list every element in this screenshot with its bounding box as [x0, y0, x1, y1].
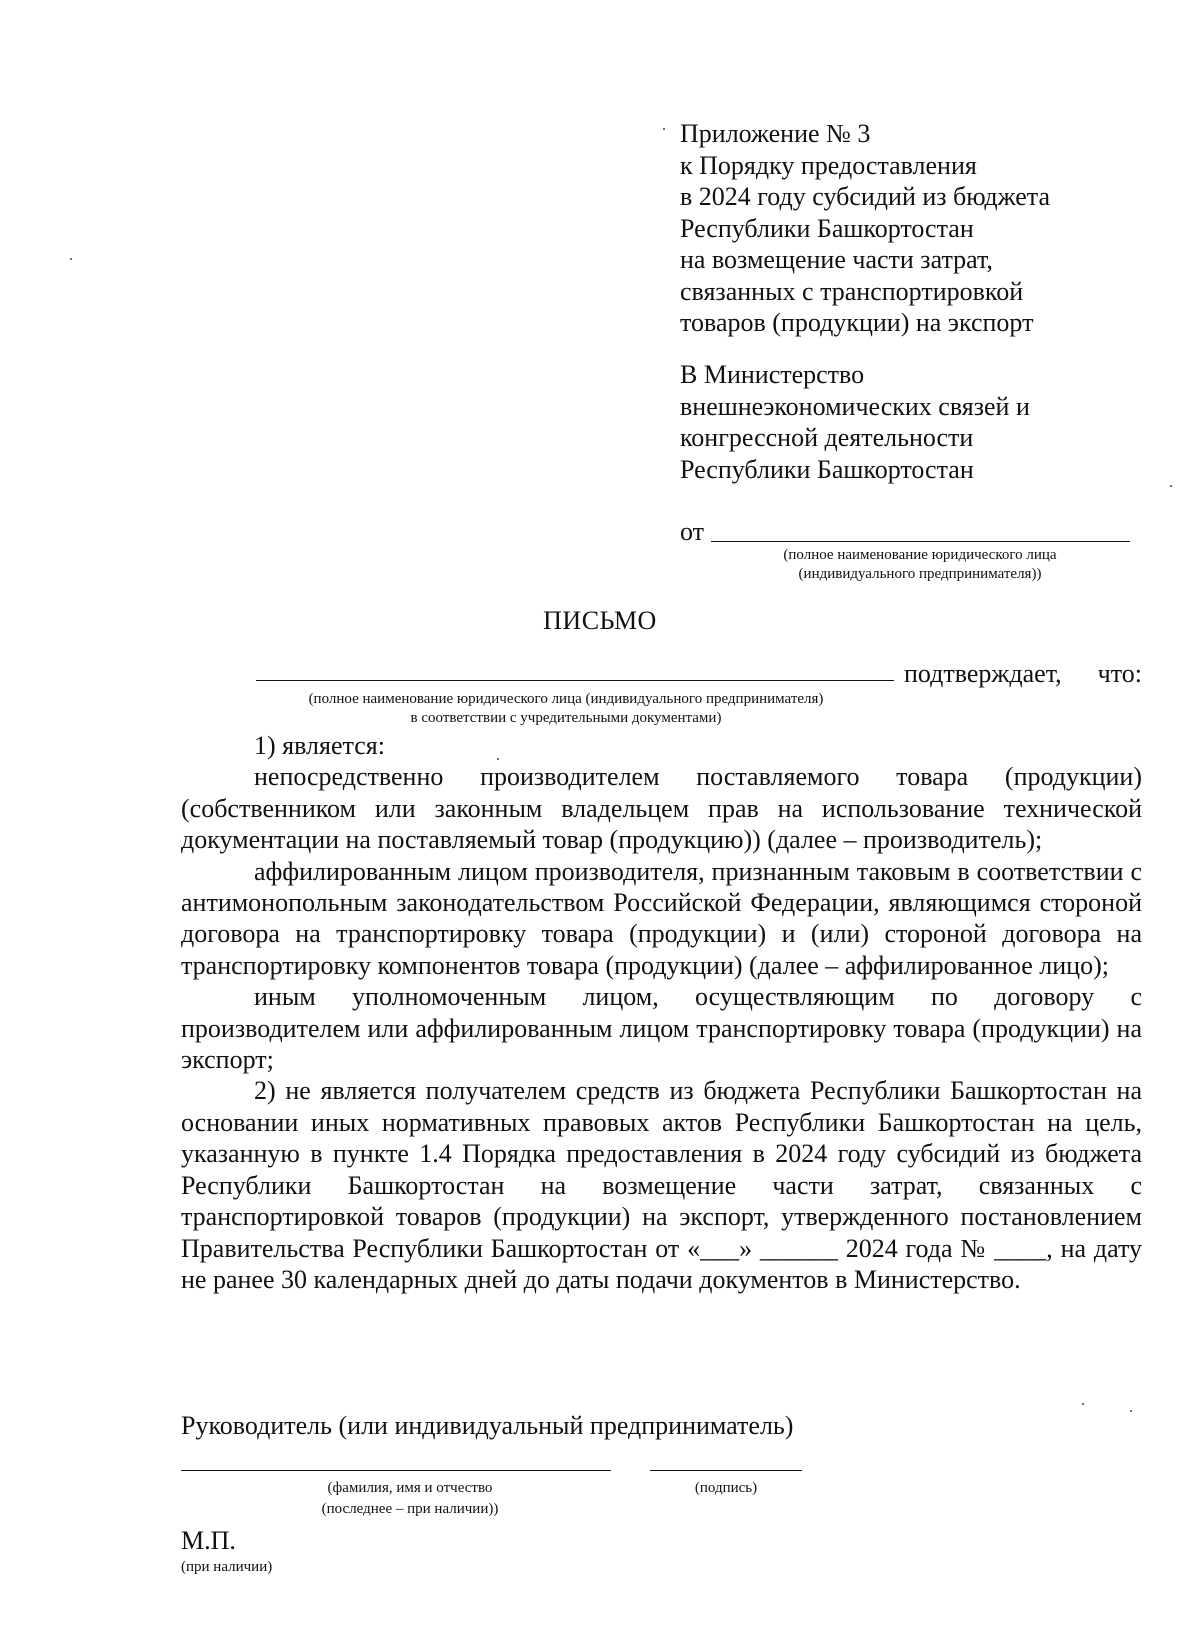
full-name-blank-line	[181, 1470, 611, 1471]
appendix-line: на возмещение части затрат,	[680, 245, 993, 274]
stamp-caption: (при наличии)	[181, 1559, 273, 1575]
sender-field	[680, 516, 1130, 550]
appendix-line: связанных с транспортировкой	[680, 276, 1024, 306]
company-caption-line: в соответствии с учредительными документами)	[410, 710, 722, 726]
scan-speck	[1170, 485, 1172, 487]
appendix-line: к Порядку предоставления	[680, 150, 977, 180]
letter-body	[181, 730, 1142, 1295]
body-paragraph: иным уполномоченным лицом, осуществляющим по договору с производителем или аффилированным лицом транспортировку товара (продукции) на экспорт;	[181, 982, 1142, 1075]
sender-caption	[710, 546, 1130, 584]
appendix-header	[680, 118, 1150, 339]
recipient-line: В Министерство	[680, 360, 865, 389]
scan-speck	[1130, 1410, 1132, 1412]
company-name-blank-line	[256, 680, 894, 681]
sender-caption-line: (полное наименование юридического лица	[783, 547, 1057, 563]
appendix-line: товаров (продукции) на экспорт	[680, 308, 1034, 337]
scan-speck	[70, 258, 72, 260]
scan-speck	[1082, 1403, 1084, 1405]
full-name-caption	[250, 1478, 570, 1520]
confirm-text: подтверждает, что:	[904, 659, 1142, 688]
appendix-line: в 2024 году субсидий из бюджета	[680, 182, 1050, 211]
stamp-label: М.П.	[181, 1526, 236, 1555]
full-name-caption-line: (фамилия, имя и отчество	[327, 1480, 493, 1496]
signatory-label: Руководитель (или индивидуальный предприниматель)	[181, 1411, 794, 1440]
body-paragraph: 1) является:	[254, 731, 385, 760]
document-title: ПИСЬМО	[543, 606, 657, 635]
appendix-line: Приложение № 3	[680, 119, 871, 148]
recipient-line: конгрессной деятельности	[680, 423, 974, 452]
scan-speck	[663, 128, 665, 130]
company-caption-line: (полное наименование юридического лица (индивидуального предпринимателя)	[308, 691, 824, 707]
recipient-line: Республики Башкортостан	[680, 454, 974, 484]
recipient-line: внешнеэкономических связей и	[680, 391, 1030, 421]
body-paragraph: 2) не является получателем средств из бюджета Республики Башкортостан на основании иных нормативных правовых актов Республики Башкортостан на цель, указанную в пункте 1.4 Порядка предоставления в 2024 году субсидий из бюджета Республики Башкортостан на возмещение части затрат, связанных с транспортировкой товаров (продукции) на экспорт, утвержденного постановлением Правительства Республики Башкортостан от «___» ______ 2024 года № ____, на дату не ранее 30 календарных дней до даты подачи документов в Министерство.	[181, 1076, 1142, 1294]
recipient-block	[680, 359, 1150, 485]
appendix-line: Республики Башкортостан	[680, 213, 974, 243]
sender-caption-line: (индивидуального предпринимателя))	[798, 566, 1042, 582]
scan-speck	[497, 758, 499, 760]
sender-blank-line	[711, 541, 1130, 542]
sender-label: от	[680, 517, 705, 546]
body-paragraph: непосредственно производителем поставляемого товара (продукции) (собственником или законным владельцем прав на использование технической документации на поставляемый товар (продукцию)) (далее – производитель);	[181, 762, 1142, 855]
signature-blank-line	[650, 1470, 802, 1471]
company-name-caption	[236, 690, 896, 728]
signature-caption: (подпись)	[694, 1480, 758, 1496]
body-paragraph: аффилированным лицом производителя, признанным таковым в соответствии с антимонопольным законодательством Российской Федерации, являющимся стороной договора на транспортировку товара (продукции) и (или) стороной договора на транспортировку компонентов товара (продукции) (далее – аффилированное лицо);	[181, 856, 1142, 980]
full-name-caption-line: (последнее – при наличии))	[321, 1501, 499, 1517]
